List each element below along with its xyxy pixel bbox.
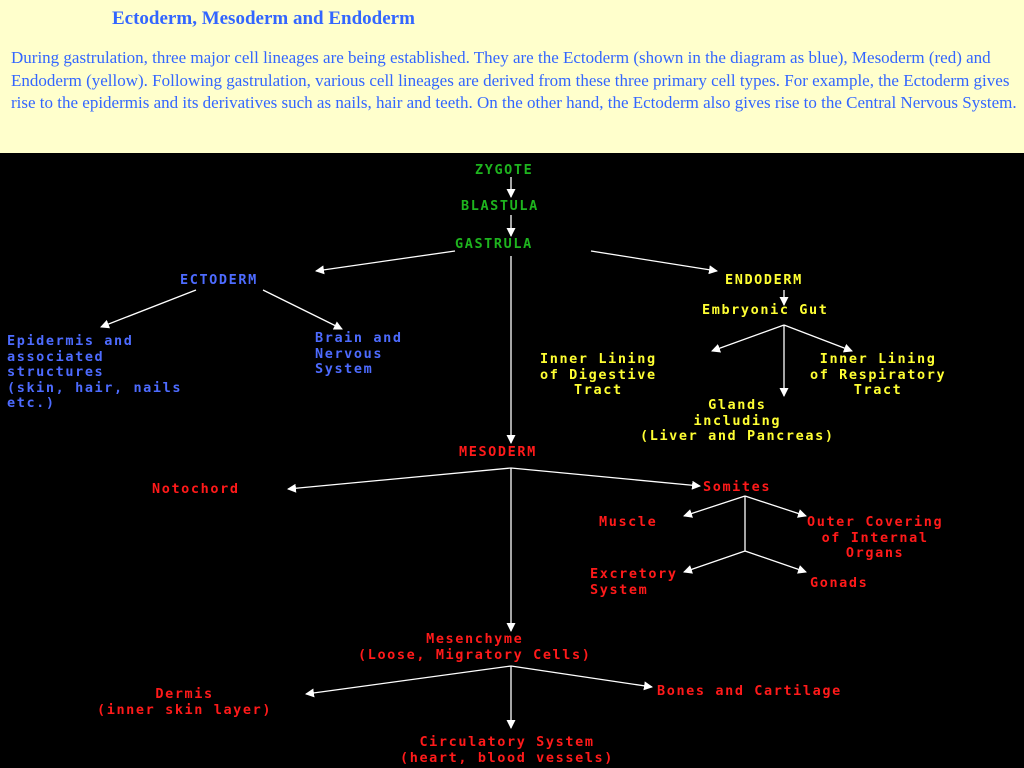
arrow-ectoderm-epidermis — [101, 290, 196, 327]
node-glands: Glands including (Liver and Pancreas) — [640, 397, 835, 444]
node-circulatory: Circulatory System (heart, blood vessels) — [400, 734, 615, 766]
node-notochord: Notochord — [152, 481, 240, 497]
lineage-diagram — [0, 153, 1024, 768]
arrow-gut-digestive — [712, 325, 784, 351]
arrow-somites-excretory — [684, 551, 745, 572]
arrow-gastrula-endoderm — [591, 251, 717, 271]
node-gastrula: GASTRULA — [455, 236, 533, 252]
intro-paragraph: During gastrulation, three major cell lineages are being established. They are the Ectoderm (shown in the diagram as blue), Mesoderm (red) and Endoderm (yellow). Following gastrulation, various cell lineages are derived from these three primary cell types. For example, the Ectoderm gives rise to the epidermis and its derivatives such as nails, hair and teeth. On the other hand, the Ectoderm also gives rise to the Central Nervous System. — [11, 48, 1017, 112]
node-bones: Bones and Cartilage — [657, 683, 842, 699]
header — [0, 0, 1024, 153]
node-digestive: Inner Lining of Digestive Tract — [540, 351, 657, 398]
arrow-mesoderm-somites — [511, 468, 700, 486]
arrow-somites-muscle — [684, 496, 745, 516]
node-endoderm: ENDODERM — [725, 272, 803, 288]
arrow-ectoderm-brain — [263, 290, 342, 329]
arrow-gut-respiratory — [784, 325, 852, 351]
arrow-mesenchyme-bones — [511, 666, 652, 687]
arrow-mesenchyme-dermis — [306, 666, 511, 694]
arrow-somites-gonads — [745, 551, 806, 572]
node-outer-covering: Outer Covering of Internal Organs — [807, 514, 944, 561]
node-mesoderm: MESODERM — [459, 444, 537, 460]
node-blastula: BLASTULA — [461, 198, 539, 214]
arrow-somites-outer — [745, 496, 806, 516]
node-zygote: ZYGOTE — [475, 162, 534, 178]
node-epidermis: Epidermis and associated structures (skin, hair, nails etc.) — [7, 333, 183, 411]
arrow-mesoderm-notochord — [288, 468, 511, 489]
node-embryonic-gut: Embryonic Gut — [702, 302, 829, 318]
page-title: Ectoderm, Mesoderm and Endoderm — [112, 8, 415, 29]
arrow-gastrula-ectoderm — [316, 251, 455, 271]
node-brain: Brain and Nervous System — [315, 330, 403, 377]
node-respiratory: Inner Lining of Respiratory Tract — [810, 351, 947, 398]
node-excretory: Excretory System — [590, 566, 678, 598]
node-muscle: Muscle — [599, 514, 658, 530]
node-gonads: Gonads — [810, 575, 869, 591]
node-somites: Somites — [703, 479, 772, 495]
node-dermis: Dermis (inner skin layer) — [97, 686, 273, 718]
node-ectoderm: ECTODERM — [180, 272, 258, 288]
node-mesenchyme: Mesenchyme (Loose, Migratory Cells) — [358, 631, 592, 663]
